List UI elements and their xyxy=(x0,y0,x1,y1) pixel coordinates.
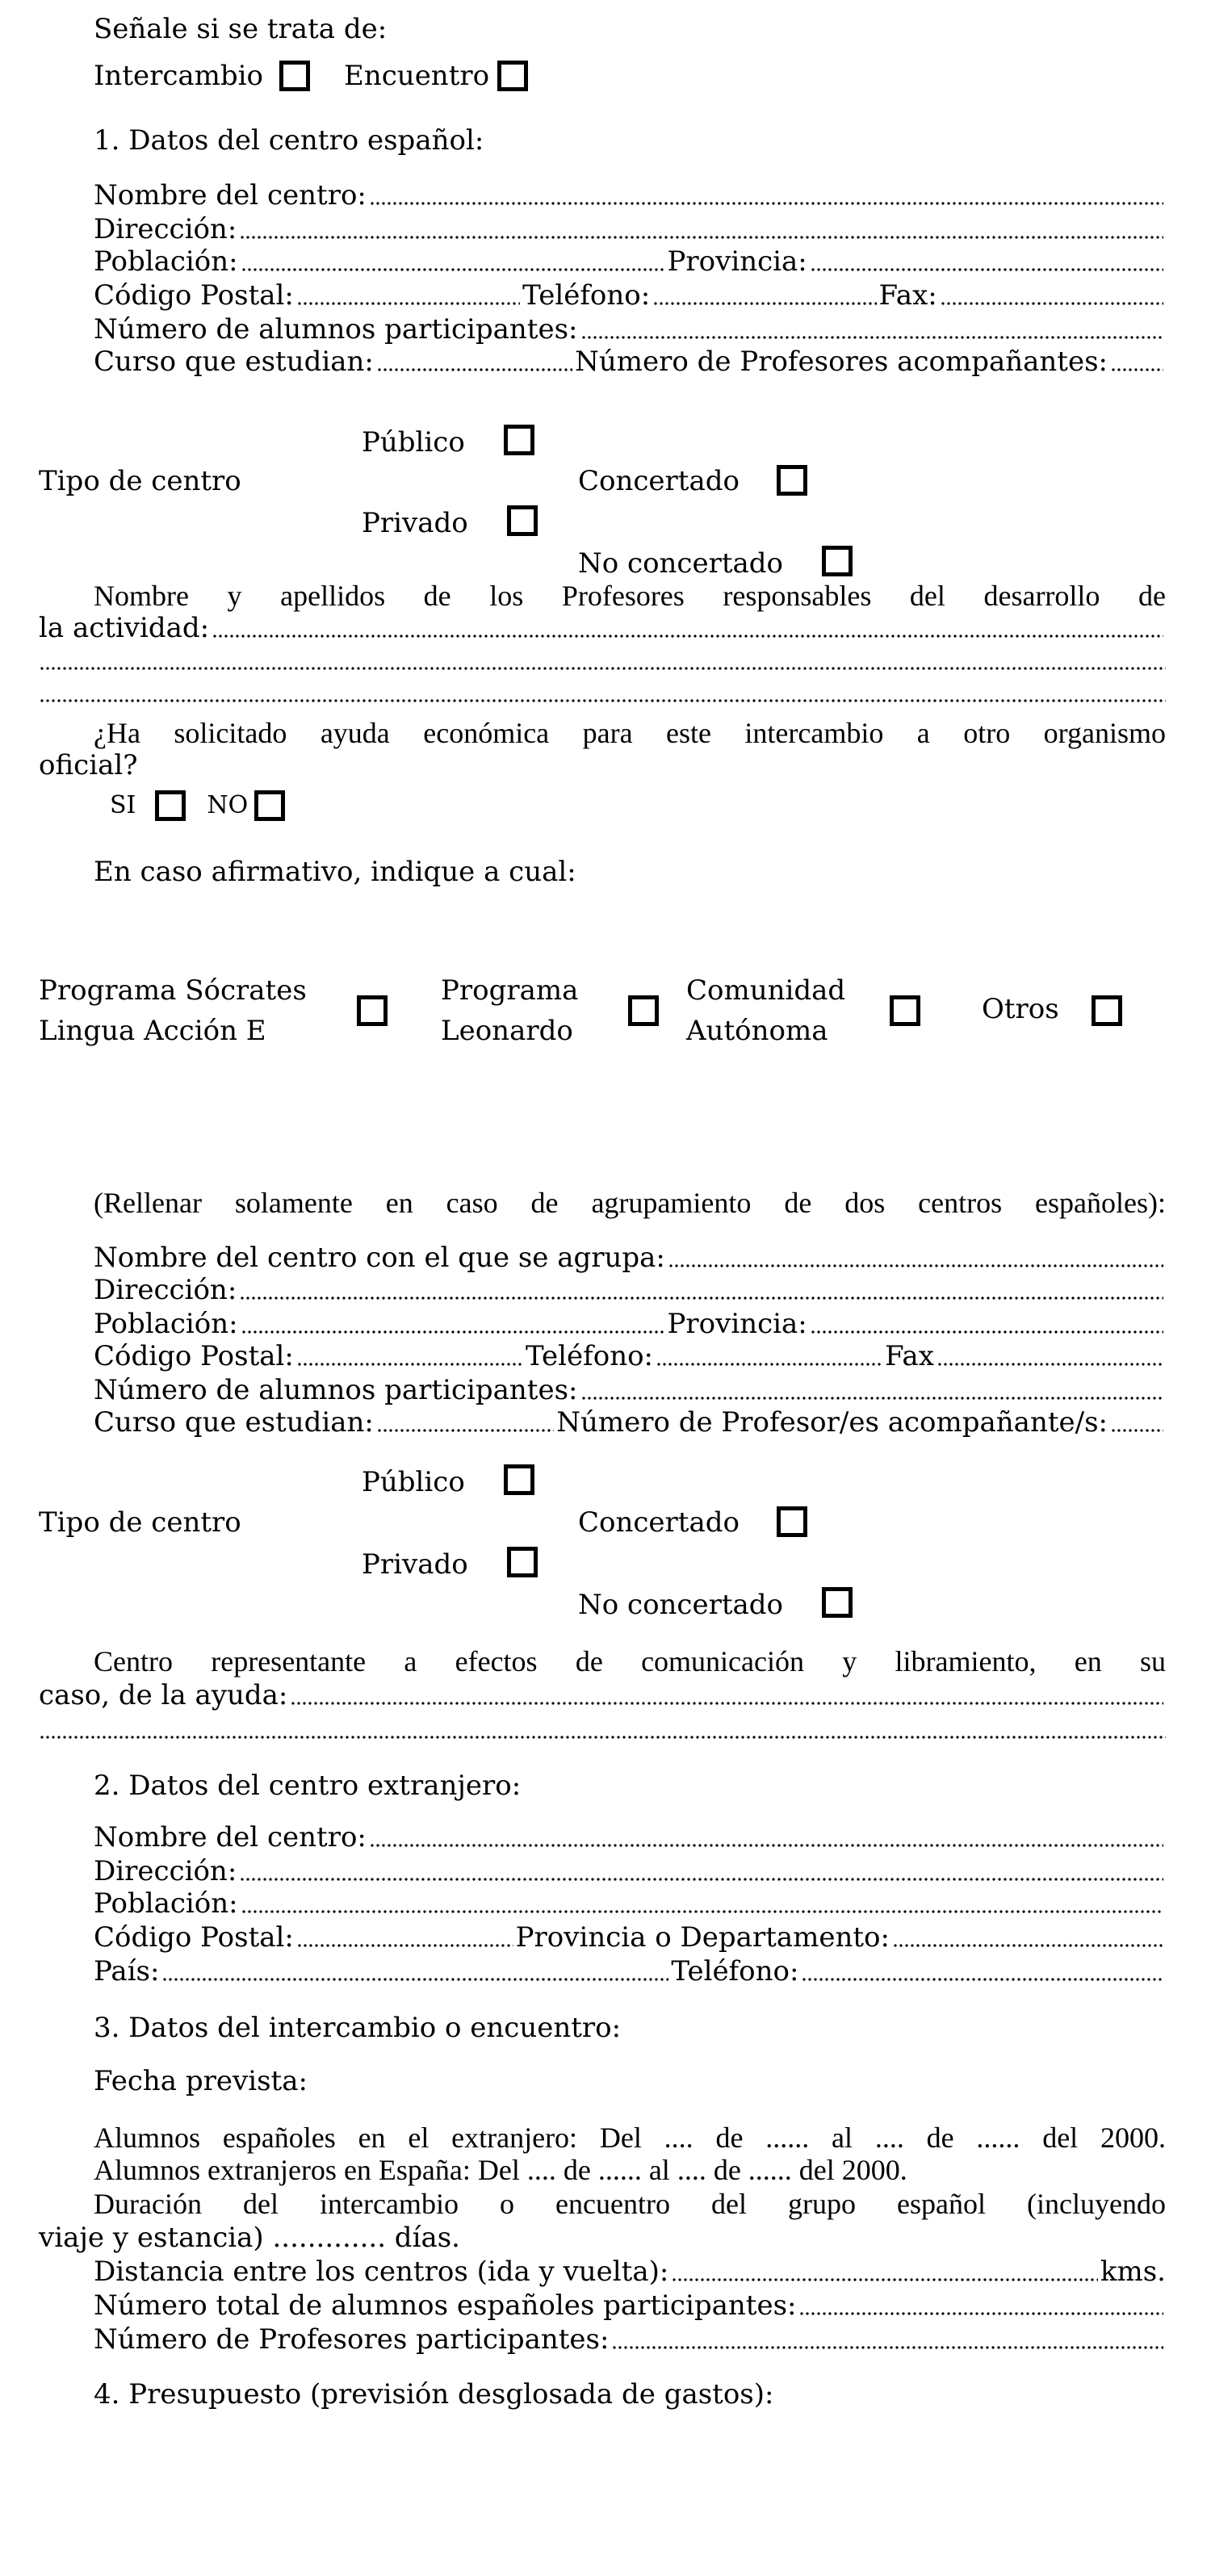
profesores-leader[interactable] xyxy=(1110,1407,1163,1438)
s2-nombre-field[interactable]: Nombre del centro: xyxy=(94,1822,1166,1853)
leader[interactable] xyxy=(239,214,1163,245)
resp-field-2[interactable] xyxy=(39,645,1166,676)
no-label: NO xyxy=(207,791,249,819)
tipo-label: Tipo de centro xyxy=(39,1506,241,1539)
cp-leader[interactable] xyxy=(296,1341,523,1372)
encuentro-label: Encuentro xyxy=(344,60,490,92)
no-concertado-label: No concertado xyxy=(578,547,784,580)
resp-field[interactable]: la actividad: xyxy=(39,613,1166,643)
program-comunidad-label: Comunidad xyxy=(686,974,846,1007)
section-4-title: 4. Presupuesto (previsión desglosada de gastos): xyxy=(94,2378,774,2411)
publico-checkbox[interactable] xyxy=(504,1464,534,1495)
si-checkbox[interactable] xyxy=(155,790,186,821)
no-concertado-label: No concertado xyxy=(578,1589,784,1621)
program-leonardo-checkbox[interactable] xyxy=(628,995,659,1026)
distancia-field[interactable]: Distancia entre los centros (ida y vuelta): kms. xyxy=(94,2256,1166,2288)
total-alumnos-field[interactable]: Número total de alumnos españoles participantes: xyxy=(94,2290,1166,2321)
profesores-leader[interactable] xyxy=(1110,346,1163,377)
concertado-label: Concertado xyxy=(578,465,740,497)
leader[interactable] xyxy=(239,1275,1163,1305)
provincia-leader[interactable] xyxy=(892,1922,1163,1953)
leader[interactable] xyxy=(239,1856,1163,1887)
s2-poblacion-field[interactable]: Población: xyxy=(94,1888,1166,1919)
fax-leader[interactable] xyxy=(940,280,1163,311)
resp-line1: Nombre y apellidos de los Profesores responsables del desarrollo de xyxy=(94,580,1166,612)
concertado-checkbox[interactable] xyxy=(777,465,807,496)
tipo-label: Tipo de centro xyxy=(39,465,241,497)
program-otros-checkbox[interactable] xyxy=(1092,995,1122,1026)
agrup-poblacion-row[interactable]: Población: Provincia: xyxy=(94,1309,1166,1339)
s1-direccion-field[interactable]: Dirección: xyxy=(94,214,1166,245)
program-socrates-label: Programa Sócrates xyxy=(39,974,307,1007)
no-concertado-checkbox[interactable] xyxy=(822,1587,853,1618)
agrup-note: (Rellenar solamente en caso de agrupamiento de dos centros españoles): xyxy=(94,1187,1166,1219)
program-socrates-checkbox[interactable] xyxy=(357,995,388,1026)
concertado-label: Concertado xyxy=(578,1506,740,1539)
leader[interactable] xyxy=(39,677,1166,708)
concertado-checkbox[interactable] xyxy=(777,1506,807,1537)
encuentro-checkbox[interactable] xyxy=(497,61,528,91)
leader[interactable] xyxy=(212,613,1163,643)
no-concertado-checkbox[interactable] xyxy=(822,546,853,576)
leader[interactable] xyxy=(369,180,1163,211)
cp-leader[interactable] xyxy=(296,1922,513,1953)
si-no-row xyxy=(110,790,1182,821)
program-comunidad-label-2: Autónoma xyxy=(686,1015,828,1047)
leader[interactable] xyxy=(580,1375,1164,1405)
intercambio-label: Intercambio xyxy=(94,60,264,92)
poblacion-leader[interactable] xyxy=(241,1309,665,1339)
publico-label: Público xyxy=(362,1466,465,1498)
publico-label: Público xyxy=(362,426,465,459)
rep-field[interactable]: caso, de la ayuda: xyxy=(39,1680,1166,1711)
cp-leader[interactable] xyxy=(296,280,520,311)
provincia-leader[interactable] xyxy=(810,1309,1163,1339)
telefono-leader[interactable] xyxy=(801,1956,1163,1987)
telefono-leader[interactable] xyxy=(656,1341,882,1372)
leader[interactable] xyxy=(39,1714,1166,1745)
fecha-espanoles[interactable]: Alumnos españoles en el extranjero: Del .... de ...... al .... de ...... del 2000. xyxy=(94,2122,1166,2154)
afirmativo-label: En caso afirmativo, indique a cual: xyxy=(94,856,576,888)
program-leonardo-label: Programa xyxy=(441,974,579,1007)
agrup-cp-row[interactable]: Código Postal: Teléfono: Fax xyxy=(94,1341,1166,1372)
telefono-leader[interactable] xyxy=(652,280,876,311)
leader[interactable] xyxy=(369,1822,1163,1853)
profesores-field[interactable]: Número de Profesores participantes: xyxy=(94,2324,1166,2355)
rep-line1: Centro representante a efectos de comunicación y libramiento, en su xyxy=(94,1645,1166,1678)
poblacion-leader[interactable] xyxy=(241,246,665,277)
leader[interactable] xyxy=(39,645,1166,676)
leader[interactable] xyxy=(798,2290,1163,2321)
leader[interactable] xyxy=(580,314,1164,345)
resp-field-3[interactable] xyxy=(39,677,1166,708)
program-socrates-label-2: Lingua Acción E xyxy=(39,1015,266,1047)
rep-field-2[interactable] xyxy=(39,1714,1166,1745)
pais-leader[interactable] xyxy=(161,1956,668,1987)
section-2-title: 2. Datos del centro extranjero: xyxy=(94,1770,522,1802)
section-3-title: 3. Datos del intercambio o encuentro: xyxy=(94,2012,622,2044)
privado-label: Privado xyxy=(362,1548,468,1581)
fecha-extranjeros[interactable]: Alumnos extranjeros en España: Del .... de ...... al .... de ...... del 2000. xyxy=(94,2154,907,2186)
s2-cp-row[interactable]: Código Postal: Provincia o Departamento: xyxy=(94,1922,1166,1953)
type-choice-row xyxy=(94,61,1166,91)
ayuda-line1: ¿Ha solicitado ayuda económica para este intercambio a otro organismo xyxy=(94,717,1166,749)
leader[interactable] xyxy=(241,1888,1163,1919)
leader[interactable] xyxy=(290,1680,1163,1711)
ayuda-line2: oficial? xyxy=(39,749,138,781)
duracion-field[interactable]: viaje y estancia) ............. días. xyxy=(39,2222,460,2254)
leader[interactable] xyxy=(671,2256,1098,2287)
section-1-title: 1. Datos del centro español: xyxy=(94,124,484,157)
program-leonardo-label-2: Leonardo xyxy=(441,1015,573,1047)
publico-checkbox[interactable] xyxy=(504,425,534,455)
s1-poblacion-row[interactable]: Población: Provincia: xyxy=(94,246,1166,277)
s1-nombre-field[interactable]: Nombre del centro: xyxy=(94,180,1166,211)
fecha-label: Fecha prevista: xyxy=(94,2065,308,2097)
program-otros-label: Otros xyxy=(982,993,1059,1025)
program-comunidad-checkbox[interactable] xyxy=(890,995,920,1026)
agrup-nombre-field[interactable]: Nombre del centro con el que se agrupa: xyxy=(94,1242,1166,1273)
si-label: SI xyxy=(110,791,136,819)
s1-cp-row[interactable]: Código Postal: Teléfono: Fax: xyxy=(94,280,1166,311)
privado-checkbox[interactable] xyxy=(507,1547,538,1577)
agrup-curso-row[interactable]: Curso que estudian: Número de Profesor/es acompañante/s: xyxy=(94,1407,1166,1438)
s2-pais-row[interactable]: País: Teléfono: xyxy=(94,1956,1166,1987)
intro-prompt: Señale si se trata de: xyxy=(94,13,388,45)
curso-leader[interactable] xyxy=(376,1407,554,1438)
s1-curso-row[interactable]: Curso que estudian: Número de Profesores acompañantes: xyxy=(94,346,1166,377)
agrup-alumnos-field[interactable]: Número de alumnos participantes: xyxy=(94,1375,1166,1405)
fax-leader[interactable] xyxy=(937,1341,1163,1372)
no-checkbox[interactable] xyxy=(254,790,285,821)
privado-label: Privado xyxy=(362,507,468,539)
intercambio-checkbox[interactable] xyxy=(279,61,310,91)
agrup-direccion-field[interactable]: Dirección: xyxy=(94,1275,1166,1305)
s2-direccion-field[interactable]: Dirección: xyxy=(94,1856,1166,1887)
leader[interactable] xyxy=(668,1242,1163,1273)
leader[interactable] xyxy=(611,2324,1163,2355)
s1-alumnos-field[interactable]: Número de alumnos participantes: xyxy=(94,314,1166,345)
duracion-line1: Duración del intercambio o encuentro del grupo español (incluyendo xyxy=(94,2188,1166,2220)
privado-checkbox[interactable] xyxy=(507,505,538,536)
curso-leader[interactable] xyxy=(376,346,572,377)
provincia-leader[interactable] xyxy=(810,246,1163,277)
